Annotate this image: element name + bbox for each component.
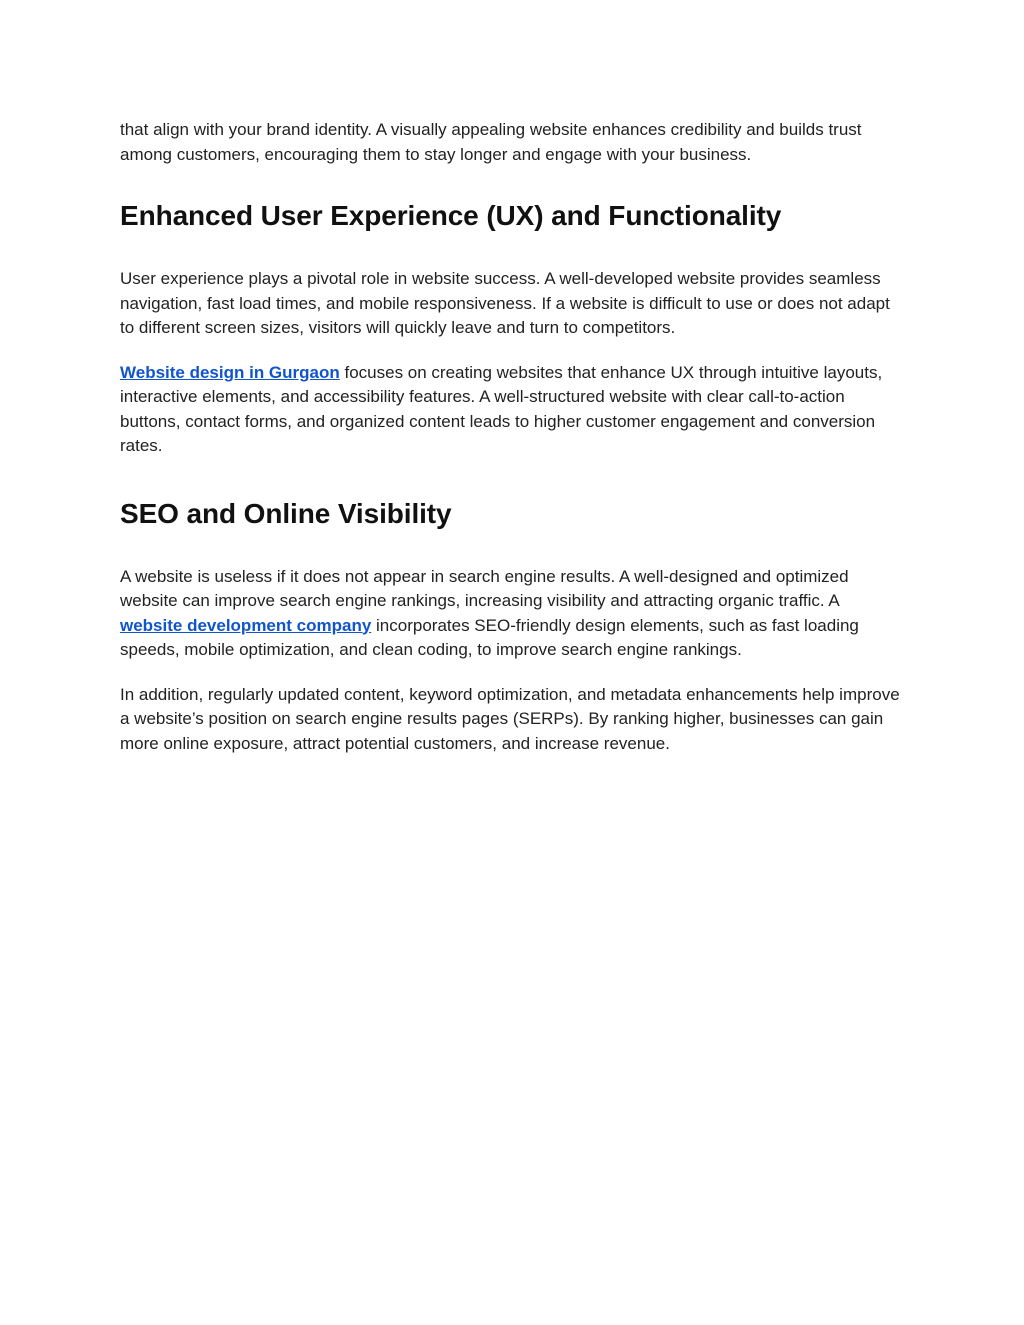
seo-paragraph-1 <box>120 565 900 663</box>
seo-paragraph-1-text-after: incorporates SEO-friendly design elements, such as fast loading speeds, mobile optimization, and clean coding, to improve search engine rankings. <box>120 615 859 659</box>
ux-paragraph-1: User experience plays a pivotal role in website success. A well-developed website provides seamless navigation, fast load times, and mobile responsiveness. If a website is difficult to use or does not adapt to different screen sizes, visitors will quickly leave and turn to competitors. <box>120 269 890 337</box>
seo-paragraph-1-text-before: A website is useless if it does not appear in search engine results. A well-designed and optimized website can improve search engine rankings, increasing visibility and attracting organic traffic. A <box>120 566 849 610</box>
intro-paragraph: that align with your brand identity. A visually appealing website enhances credibility and builds trust among customers, encouraging them to stay longer and engage with your business. <box>120 120 862 164</box>
seo-paragraph-2: In addition, regularly updated content, keyword optimization, and metadata enhancements help improve a website’s position on search engine results pages (SERPs). By ranking higher, businesses can gain more online exposure, attract potential customers, and increase revenue. <box>120 684 900 753</box>
document-page <box>120 118 900 756</box>
ux-paragraph-2 <box>120 361 900 459</box>
website-development-company-link[interactable]: website development company <box>120 615 372 635</box>
ux-section-heading: Enhanced User Experience (UX) and Functionality <box>120 200 782 231</box>
seo-section-heading: SEO and Online Visibility <box>120 497 452 529</box>
ux-paragraph-2-text: focuses on creating websites that enhance UX through intuitive layouts, interactive elements, and accessibility features. A well-structured website with clear call-to-action buttons, contact forms, and organized content leads to higher customer engagement and conversion rates. <box>120 362 883 455</box>
website-design-gurgaon-link[interactable]: Website design in Gurgaon <box>120 362 340 382</box>
